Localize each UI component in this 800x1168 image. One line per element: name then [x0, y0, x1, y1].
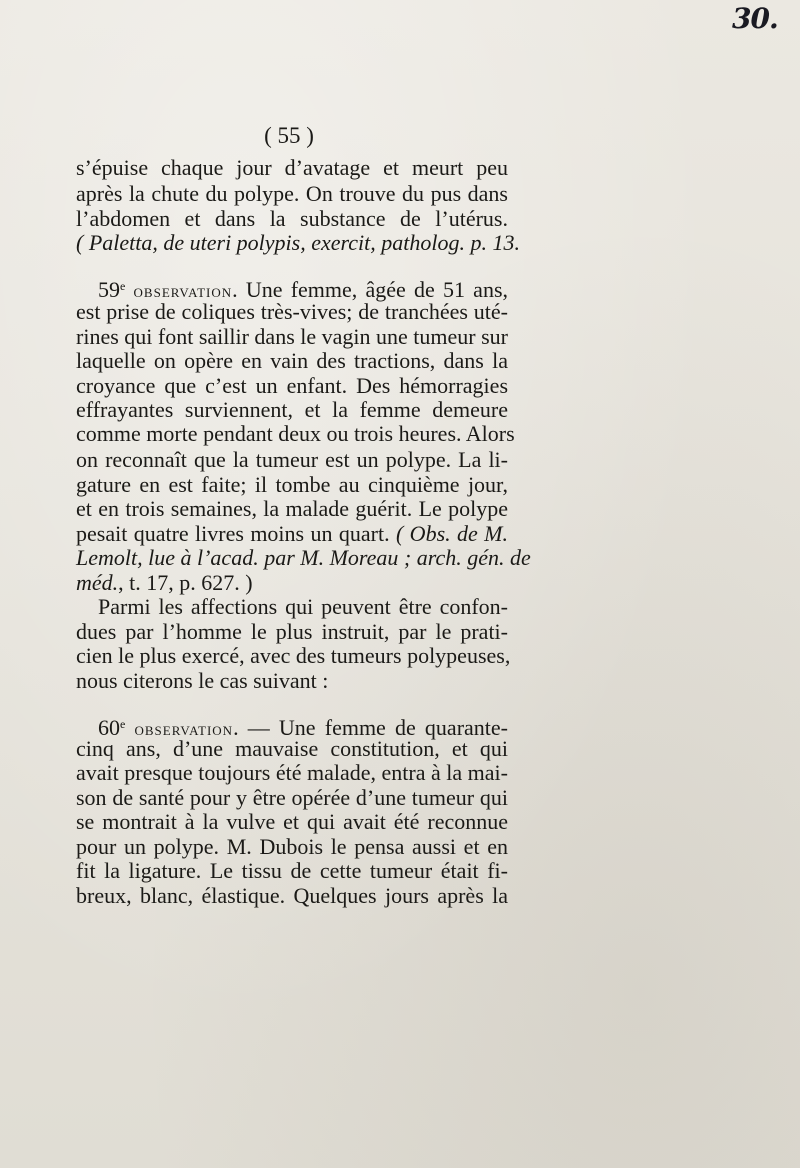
observation-label: observation — [133, 281, 233, 301]
citation-segment: , t. 17, p. 627. ) — [118, 570, 253, 595]
text-line: gature en est faite; il tombe au cinquième jour, — [76, 472, 508, 497]
text-line: dues par l’homme le plus instruit, par le prati- — [76, 619, 508, 644]
text-line: rines qui font saillir dans le vagin une tumeur sur — [76, 324, 508, 349]
citation-line: Lemolt, lue à l’acad. par M. Moreau ; arch. gén. de — [76, 545, 531, 570]
text-line: effrayantes surviennent, et la femme demeure — [76, 397, 508, 422]
text-line: après la chute du polype. On trouve du pus dans — [76, 181, 508, 206]
text-line: se montrait à la vulve et qui avait été reconnue — [76, 809, 508, 834]
text-line: s’épuise chaque jour d’avatage et meurt peu — [76, 155, 508, 180]
text-line: laquelle on opère en vain des tractions, dans la — [76, 348, 508, 373]
text-line: on reconnaît que la tumeur est un polype. La li- — [76, 447, 508, 472]
text-line: breux, blanc, élastique. Quelques jours après la — [76, 883, 508, 908]
observation-text: . — Une femme de quarante- — [233, 715, 508, 740]
observation-number: 60 — [98, 715, 120, 740]
text-line: comme morte pendant deux ou trois heures. Alors — [76, 421, 515, 446]
handwritten-folio-annotation: 30. — [732, 2, 778, 35]
ordinal-suffix: e — [120, 717, 126, 731]
text-line: nous citerons le cas suivant : — [76, 668, 329, 693]
citation-segment: ( Obs. de M. — [395, 521, 508, 546]
citation-segment: méd. — [76, 570, 119, 595]
text-line: croyance que c’est un enfant. Des hémorragies — [76, 373, 508, 398]
text-segment: pesait quatre livres moins un quart. — [76, 521, 396, 546]
page-number: ( 55 ) — [264, 123, 314, 148]
text-line: et en trois semaines, la malade guérit. Le polype — [76, 496, 508, 521]
observation-label: observation — [134, 719, 234, 739]
citation-line: ( Paletta, de uteri polypis, exercit, patholog. p. 13. — [76, 230, 520, 255]
text-line: pour un polype. M. Dubois le pensa aussi et en — [76, 834, 508, 859]
text-line: l’abdomen et dans la substance de l’utérus. — [76, 206, 508, 231]
text-line: avait presque toujours été malade, entra à la mai- — [76, 760, 508, 785]
text-line: son de santé pour y être opérée d’une tumeur qui — [76, 785, 508, 810]
text-line: est prise de coliques très-vives; de tranchées uté- — [76, 299, 508, 324]
text-line: cinq ans, d’une mauvaise constitution, et qui — [76, 736, 508, 761]
observation-number: 59 — [98, 277, 120, 302]
text-line: cien le plus exercé, avec des tumeurs polypeuses, — [76, 643, 511, 668]
observation-text: . Une femme, âgée de 51 ans, — [232, 277, 509, 302]
ordinal-suffix: e — [120, 279, 126, 293]
text-line: fit la ligature. Le tissu de cette tumeur était fi- — [76, 858, 508, 883]
text-line: Parmi les affections qui peuvent être confon- — [98, 594, 508, 619]
